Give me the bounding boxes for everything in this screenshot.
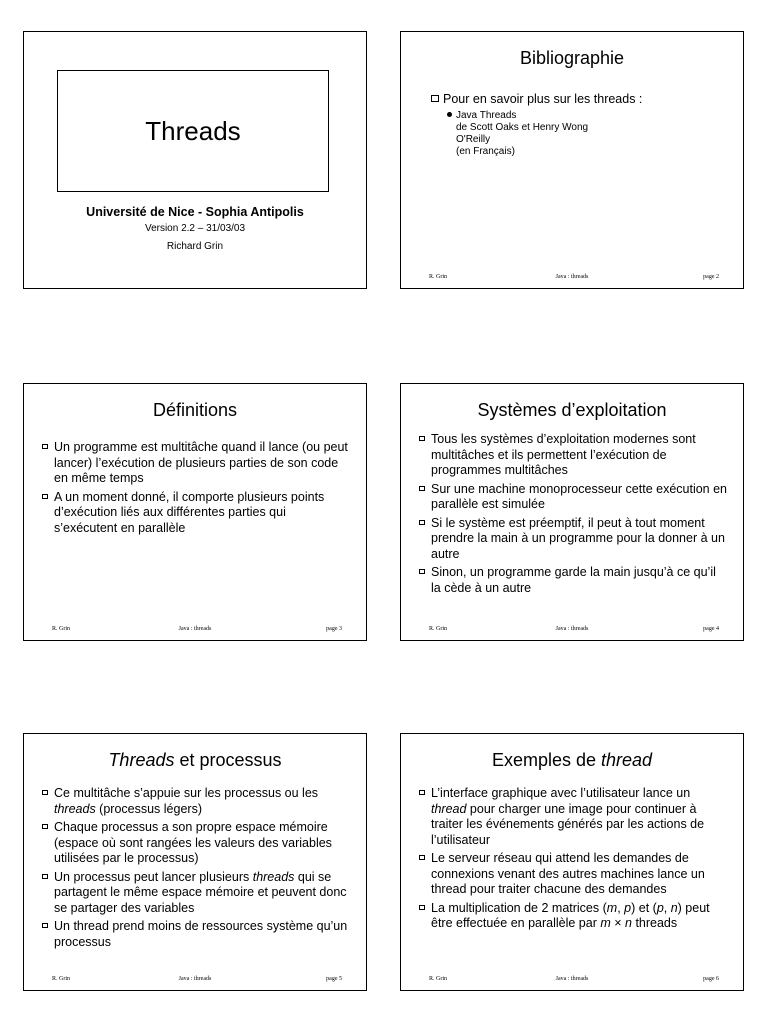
list-item: [419, 516, 729, 563]
list-item: [42, 786, 352, 817]
footer-page: page 6: [703, 976, 719, 982]
slide-title: [401, 750, 743, 771]
bullet-list: [419, 786, 729, 935]
bullet-text: Si le système est préemptif, il peut à tout moment prendre la main à un programme pour la donner à un autre: [431, 515, 725, 561]
title-box: [57, 70, 329, 192]
square-bullet-icon: [42, 494, 48, 499]
list-item: [42, 820, 352, 867]
math-var: p: [656, 900, 664, 915]
list-item: [419, 432, 729, 479]
bullet-text: Tous les systèmes d’exploitation modernes sont multitâches et ils permettent l’exécution de programmes multitâches: [431, 432, 696, 477]
university: Université de Nice - Sophia Antipolis: [86, 205, 304, 219]
square-bullet-icon: [419, 436, 425, 441]
bullet-text: ) peut être effectuée en parallèle par: [431, 900, 710, 930]
bullet-text: Sinon, un programme garde la main jusqu’à ce qu’il la cède à un autre: [431, 565, 716, 595]
square-bullet-icon: [42, 824, 48, 829]
square-bullet-icon: [42, 923, 48, 928]
square-bullet-icon: [419, 486, 425, 491]
bullet-text: threads: [631, 916, 678, 930]
version: Version 2.2 – 31/03/03: [144, 223, 246, 234]
book-publisher: O'Reilly: [456, 134, 491, 145]
math-var: m: [600, 916, 611, 930]
bullet-text: L’interface graphique avec l’utilisateur lance un: [431, 786, 691, 800]
title-italic: Threads: [108, 750, 175, 770]
bullet-italic: threads: [252, 869, 295, 884]
bullet-text: ,: [663, 900, 671, 915]
slide-title: Threads: [145, 115, 241, 146]
slide-2: [400, 31, 744, 289]
footer-author: R. Grin: [52, 626, 70, 632]
bullet: [431, 92, 642, 106]
footer-page: page 3: [326, 626, 342, 632]
list-item: [42, 490, 352, 537]
bullet-text: Un processus peut lancer plusieurs: [54, 869, 253, 884]
square-bullet-icon: [419, 520, 425, 525]
slide-title: Bibliographie: [519, 48, 625, 68]
footer-course: Java : threads: [555, 976, 589, 982]
book-language: (en Français): [456, 146, 515, 157]
math-var: p: [624, 900, 632, 915]
bullet-text: Ce multitâche s’appuie sur les processus ou les: [54, 786, 319, 800]
bullet-text: ) et (: [631, 900, 657, 915]
list-item: [419, 565, 729, 596]
square-bullet-icon: [431, 95, 439, 102]
bullet-text: Chaque processus a son propre espace mémoire (espace où sont rangées les valeurs des variables utilisées par le processus): [54, 820, 332, 865]
footer-author: R. Grin: [429, 274, 447, 280]
slide-title: [24, 750, 366, 771]
bullet-text: pour charger une image pour continuer à traiter les événements générés par les actions de l’utilisateur: [431, 801, 705, 847]
math-var: m: [606, 900, 618, 915]
square-bullet-icon: [42, 790, 48, 795]
footer-page: page 4: [703, 626, 719, 632]
slide-6: [400, 733, 744, 991]
list-item: [42, 919, 352, 950]
footer-page: page 2: [703, 274, 719, 280]
footer-author: R. Grin: [429, 976, 447, 982]
book-reference: [447, 110, 588, 158]
bullet-text: La multiplication de 2 matrices (: [431, 900, 607, 915]
footer-course: Java : threads: [555, 274, 589, 280]
bullet-list: [419, 432, 729, 599]
footer-page: page 5: [326, 976, 342, 982]
title-prefix: Exemples de: [491, 750, 601, 770]
slide-3: [23, 383, 367, 641]
square-bullet-icon: [419, 790, 425, 795]
square-bullet-icon: [419, 855, 425, 860]
bullet-italic: thread: [431, 801, 467, 816]
slide-1: [23, 31, 367, 289]
bullet-italic: threads: [54, 801, 96, 816]
square-bullet-icon: [419, 905, 425, 910]
times-sign: ×: [610, 916, 626, 930]
bullet-text: Sur une machine monoprocesseur cette exécution en parallèle est simulée: [431, 481, 728, 511]
footer-course: Java : threads: [178, 626, 212, 632]
footer-author: R. Grin: [52, 976, 70, 982]
bullet-text: qui se partagent le même espace mémoire et peuvent donc se partager des variables: [54, 869, 347, 915]
author: Richard Grin: [166, 241, 224, 252]
bullet-text: Un programme est multitâche quand il lance (ou peut lancer) l’exécution de plusieurs parties de son code en même temps: [54, 440, 348, 485]
title-rest: et processus: [174, 750, 282, 770]
book-authors: de Scott Oaks et Henry Wong: [456, 122, 589, 133]
bullet-text: Le serveur réseau qui attend les demandes de connexions venant des autres machines lance un thread pour traiter chacune des demandes: [431, 851, 705, 896]
list-item: [419, 482, 729, 513]
math-var: n: [670, 900, 678, 915]
footer-author: R. Grin: [429, 626, 447, 632]
bullet-text: Pour en savoir plus sur les threads :: [443, 92, 643, 106]
list-item: [419, 851, 729, 898]
bullet-list: [42, 440, 352, 539]
dot-bullet-icon: [447, 112, 452, 117]
footer-course: Java : threads: [178, 976, 212, 982]
title-italic: thread: [601, 750, 653, 770]
list-item: [42, 440, 352, 487]
footer-course: Java : threads: [555, 626, 589, 632]
square-bullet-icon: [42, 444, 48, 449]
math-var: n: [625, 916, 632, 930]
bullet-text: ,: [617, 900, 625, 915]
book-title: Java Threads: [456, 110, 517, 121]
slide-title: Définitions: [152, 400, 238, 420]
list-item: [419, 786, 729, 848]
slide-title: Systèmes d’exploitation: [477, 400, 667, 420]
square-bullet-icon: [419, 569, 425, 574]
list-item: [419, 901, 729, 932]
slide-4: [400, 383, 744, 641]
bullet-list: [42, 786, 352, 953]
slide-5: [23, 733, 367, 991]
bullet-text: (processus légers): [95, 801, 202, 816]
bullet-text: Un thread prend moins de ressources système qu’un processus: [54, 919, 348, 949]
list-item: [42, 870, 352, 917]
square-bullet-icon: [42, 874, 48, 879]
bullet-text: A un moment donné, il comporte plusieurs points d’exécution liés aux différentes parties qui s’exécutent en parallèle: [54, 489, 325, 535]
